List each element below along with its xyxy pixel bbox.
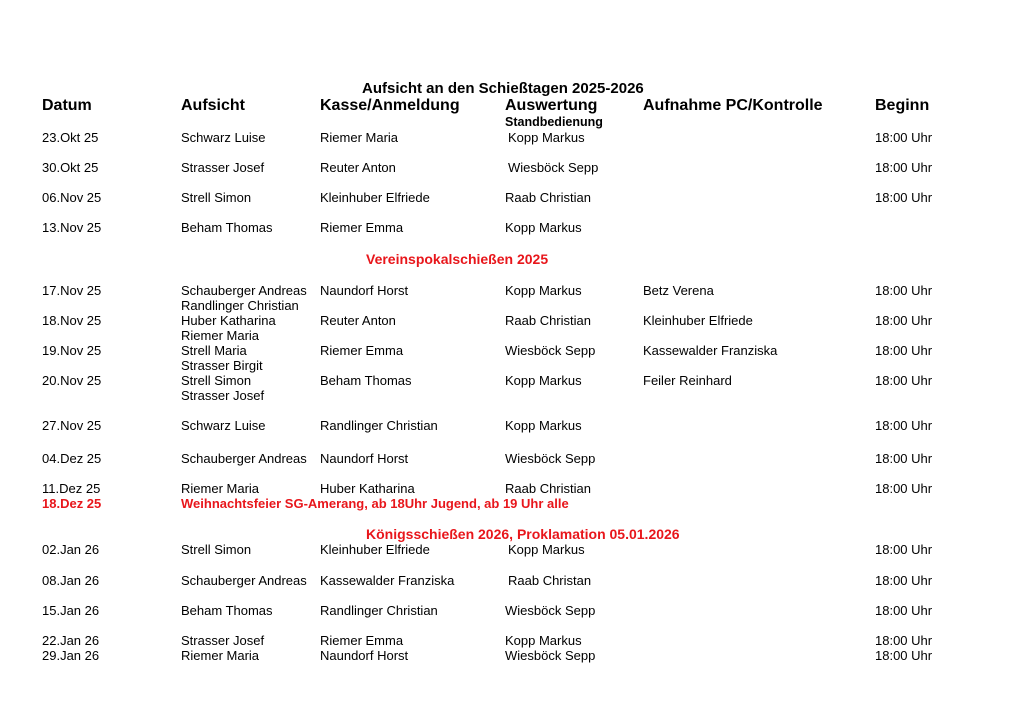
cell-aufsicht: Huber Katharina [181, 313, 276, 328]
cell-auswertung: Wiesböck Sepp [505, 343, 596, 358]
cell-kasse: Randlinger Christian [320, 418, 438, 433]
cell-auswertung: Kopp Markus [508, 130, 585, 145]
cell-aufnahme: Feiler Reinhard [643, 373, 732, 388]
cell-beginn: 18:00 Uhr [875, 418, 933, 433]
cell-auswertung: Kopp Markus [505, 418, 582, 433]
cell-aufnahme: Betz Verena [643, 283, 714, 298]
cell-aufsicht: Strasser Josef [181, 160, 265, 175]
cell-kasse: Reuter Anton [320, 160, 396, 175]
cell-auswertung: Wiesböck Sepp [508, 160, 599, 175]
cell-datum: 06.Nov 25 [42, 190, 102, 205]
cell-aufsicht: Beham Thomas [181, 603, 273, 618]
cell-datum: 18.Nov 25 [42, 313, 102, 328]
cell-aufsicht: Schauberger Andreas [181, 283, 307, 298]
section-koenigsschiessen: Königsschießen 2026, Proklamation 05.01.2026 [366, 526, 680, 542]
cell-kasse: Beham Thomas [320, 373, 412, 388]
cell-kasse: Reuter Anton [320, 313, 396, 328]
cell-datum: 17.Nov 25 [42, 283, 102, 298]
header-aufnahme: Aufnahme PC/Kontrolle [643, 97, 823, 114]
cell-kasse: Riemer Emma [320, 343, 404, 358]
header-datum: Datum [42, 97, 92, 114]
cell-auswertung: Kopp Markus [505, 633, 582, 648]
cell-kasse: Naundorf Horst [320, 283, 409, 298]
cell-auswertung: Raab Christian [505, 190, 591, 205]
cell-datum: 15.Jan 26 [42, 603, 100, 618]
cell-aufsicht: Strell Simon [181, 190, 252, 205]
cell-aufsicht: Strasser Josef [181, 633, 265, 648]
cell-auswertung: Raab Christian [505, 481, 591, 496]
cell-datum: 30.Okt 25 [42, 160, 99, 175]
cell-auswertung: Raab Christan [508, 573, 592, 588]
cell-datum: 20.Nov 25 [42, 373, 102, 388]
cell-beginn: 18:00 Uhr [875, 633, 933, 648]
cell-aufsicht-second: Strasser Josef [181, 388, 265, 403]
cell-kasse: Kleinhuber Elfriede [320, 190, 430, 205]
cell-datum: 08.Jan 26 [42, 573, 100, 588]
special-date: 18.Dez 25 [42, 496, 102, 511]
cell-datum: 11.Dez 25 [42, 481, 101, 496]
cell-beginn: 18:00 Uhr [875, 190, 933, 205]
cell-aufsicht: Schauberger Andreas [181, 573, 307, 588]
cell-aufsicht: Riemer Maria [181, 481, 260, 496]
header-beginn: Beginn [875, 97, 930, 114]
cell-auswertung: Kopp Markus [508, 542, 585, 557]
cell-aufsicht-second: Randlinger Christian [181, 298, 299, 313]
cell-auswertung: Wiesböck Sepp [505, 603, 596, 618]
cell-kasse: Riemer Emma [320, 633, 404, 648]
page-title: Aufsicht an den Schießtagen 2025-2026 [362, 80, 644, 97]
cell-beginn: 18:00 Uhr [875, 451, 933, 466]
cell-beginn: 18:00 Uhr [875, 373, 933, 388]
cell-aufsicht-second: Strasser Birgit [181, 358, 263, 373]
cell-auswertung: Kopp Markus [505, 373, 582, 388]
cell-datum: 04.Dez 25 [42, 451, 102, 466]
cell-beginn: 18:00 Uhr [875, 542, 933, 557]
header-auswertung: Auswertung [505, 97, 598, 114]
cell-beginn: 18:00 Uhr [875, 648, 933, 663]
cell-datum: 29.Jan 26 [42, 648, 100, 663]
cell-datum: 27.Nov 25 [42, 418, 102, 433]
cell-aufsicht-second: Riemer Maria [181, 328, 260, 343]
cell-aufsicht: Beham Thomas [181, 220, 273, 235]
cell-kasse: Kleinhuber Elfriede [320, 542, 430, 557]
cell-aufsicht: Strell Simon [181, 542, 252, 557]
cell-auswertung: Kopp Markus [505, 220, 582, 235]
header-auswertung-sub: Standbedienung [505, 115, 603, 129]
cell-kasse: Riemer Emma [320, 220, 404, 235]
cell-beginn: 18:00 Uhr [875, 130, 933, 145]
cell-beginn: 18:00 Uhr [875, 313, 933, 328]
cell-kasse: Naundorf Horst [320, 648, 409, 663]
cell-beginn: 18:00 Uhr [875, 283, 933, 298]
special-event: Weihnachtsfeier SG-Amerang, ab 18Uhr Jugend, ab 19 Uhr alle [181, 496, 569, 511]
cell-beginn: 18:00 Uhr [875, 160, 933, 175]
cell-aufsicht: Strell Maria [181, 343, 247, 358]
header-aufsicht: Aufsicht [181, 97, 245, 114]
cell-aufsicht: Riemer Maria [181, 648, 260, 663]
cell-datum: 22.Jan 26 [42, 633, 100, 648]
cell-aufnahme: Kassewalder Franziska [643, 343, 778, 358]
cell-datum: 13.Nov 25 [42, 220, 102, 235]
cell-aufsicht: Schwarz Luise [181, 418, 266, 433]
cell-datum: 19.Nov 25 [42, 343, 102, 358]
section-vereinspokal: Vereinspokalschießen 2025 [366, 251, 549, 267]
cell-aufsicht: Strell Simon [181, 373, 252, 388]
cell-kasse: Naundorf Horst [320, 451, 409, 466]
cell-kasse: Randlinger Christian [320, 603, 438, 618]
cell-beginn: 18:00 Uhr [875, 573, 933, 588]
cell-kasse: Huber Katharina [320, 481, 415, 496]
cell-auswertung: Kopp Markus [505, 283, 582, 298]
cell-kasse: Riemer Maria [320, 130, 399, 145]
cell-auswertung: Wiesböck Sepp [505, 648, 596, 663]
cell-kasse: Kassewalder Franziska [320, 573, 455, 588]
cell-beginn: 18:00 Uhr [875, 603, 933, 618]
cell-aufsicht: Schwarz Luise [181, 130, 266, 145]
cell-beginn: 18:00 Uhr [875, 343, 933, 358]
cell-beginn: 18:00 Uhr [875, 481, 933, 496]
cell-auswertung: Raab Christian [505, 313, 591, 328]
cell-aufnahme: Kleinhuber Elfriede [643, 313, 753, 328]
cell-auswertung: Wiesböck Sepp [505, 451, 596, 466]
cell-datum: 02.Jan 26 [42, 542, 100, 557]
cell-datum: 23.Okt 25 [42, 130, 99, 145]
cell-aufsicht: Schauberger Andreas [181, 451, 307, 466]
header-kasse: Kasse/Anmeldung [320, 97, 460, 114]
